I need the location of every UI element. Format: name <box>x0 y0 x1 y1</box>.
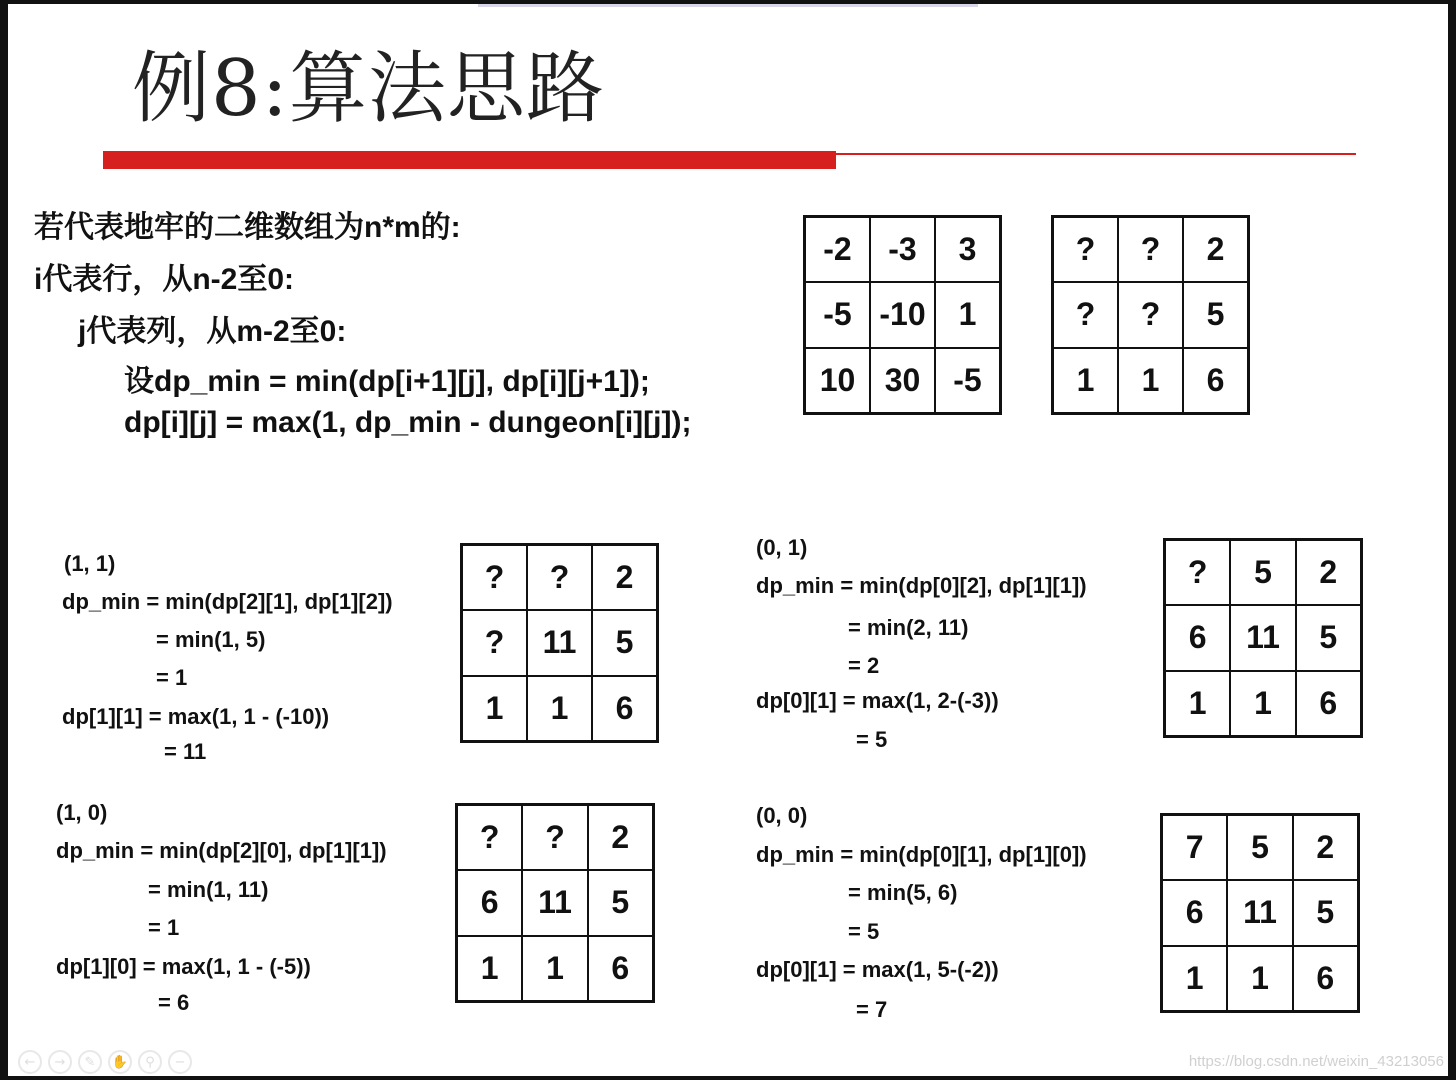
step-1-line-4: dp[1][1] = max(1, 1 - (-10)) <box>62 704 330 729</box>
grid-cell: ? <box>527 545 592 610</box>
grid-cell: 5 <box>1227 815 1292 880</box>
grid-cell: ? <box>1053 282 1118 347</box>
grid-cell: ? <box>522 805 587 870</box>
step-2-grid <box>1163 538 1363 738</box>
grid-cell: ? <box>462 545 527 610</box>
grid-cell: ? <box>1165 540 1230 605</box>
step-4-line-5: = 7 <box>856 997 888 1022</box>
grid-cell: ? <box>457 805 522 870</box>
step-4-line-4: dp[0][1] = max(1, 5-(-2)) <box>756 957 999 982</box>
pen-icon[interactable]: ✎ <box>78 1050 102 1074</box>
next-icon[interactable]: → <box>48 1050 72 1074</box>
grid-cell: 6 <box>592 676 657 741</box>
step-1-grid <box>460 543 659 743</box>
grid-cell: 6 <box>457 870 522 935</box>
grid-cell: -2 <box>805 217 870 282</box>
grid-cell: 2 <box>592 545 657 610</box>
step-4-grid <box>1160 813 1360 1013</box>
step-4-line-1: dp_min = min(dp[0][1], dp[1][0]) <box>756 842 1087 867</box>
intro-line-1: 若代表地牢的二维数组为n*m的: <box>34 211 461 244</box>
grid-cell: 6 <box>1183 348 1248 413</box>
grid-cell: -5 <box>805 282 870 347</box>
grid-cell: -5 <box>935 348 1000 413</box>
grid-cell: ? <box>1118 217 1183 282</box>
grid-cell: -3 <box>870 217 935 282</box>
grid-cell: 2 <box>588 805 653 870</box>
step-2-label: (0, 1) <box>756 535 808 560</box>
dungeon-grid <box>803 215 1002 415</box>
grid-cell: 1 <box>1227 946 1292 1011</box>
intro-line-4: 设dp_min = min(dp[i+1][j], dp[i][j+1]); <box>124 365 650 398</box>
zoom-icon[interactable]: ⚲ <box>138 1050 162 1074</box>
grid-cell: 7 <box>1162 815 1227 880</box>
grid-cell: 6 <box>588 936 653 1001</box>
step-2-line-2: = min(2, 11) <box>848 615 969 640</box>
slide-title: 例8:算法思路 <box>132 44 605 134</box>
step-4-line-3: = 5 <box>848 919 880 944</box>
grid-cell: 1 <box>1165 671 1230 736</box>
step-4-line-2: = min(5, 6) <box>848 880 958 905</box>
step-1-line-1: dp_min = min(dp[2][1], dp[1][2]) <box>62 589 393 614</box>
grid-cell: 1 <box>1118 348 1183 413</box>
grid-cell: 5 <box>592 610 657 675</box>
grid-cell: 1 <box>527 676 592 741</box>
grid-cell: 10 <box>805 348 870 413</box>
grid-cell: 2 <box>1293 815 1358 880</box>
step-2-line-3: = 2 <box>848 653 880 678</box>
grid-cell: 3 <box>935 217 1000 282</box>
grid-cell: 1 <box>935 282 1000 347</box>
step-2-line-5: = 5 <box>856 727 888 752</box>
intro-line-5: dp[i][j] = max(1, dp_min - dungeon[i][j]); <box>124 406 692 439</box>
grid-cell: 6 <box>1296 671 1361 736</box>
grid-cell: 6 <box>1293 946 1358 1011</box>
grid-cell: 5 <box>1183 282 1248 347</box>
grid-cell: 11 <box>527 610 592 675</box>
grid-cell: 5 <box>1230 540 1295 605</box>
title-rule-thin <box>836 153 1356 155</box>
step-1-line-2: = min(1, 5) <box>156 627 266 652</box>
grid-cell: 5 <box>588 870 653 935</box>
watermark-url: https://blog.csdn.net/weixin_43213056 <box>1188 1053 1444 1070</box>
step-2-line-1: dp_min = min(dp[0][2], dp[1][1]) <box>756 573 1087 598</box>
grid-cell: ? <box>462 610 527 675</box>
slideshow-toolbar <box>18 1050 192 1074</box>
title-rule-thick <box>103 151 836 169</box>
grid-cell: 6 <box>1162 880 1227 945</box>
grid-cell: 1 <box>1053 348 1118 413</box>
intro-line-3: j代表列，从m-2至0: <box>78 315 347 348</box>
intro-line-2: i代表行，从n-2至0: <box>34 263 295 296</box>
step-3-line-5: = 6 <box>158 990 190 1015</box>
grid-cell: 2 <box>1183 217 1248 282</box>
exit-icon[interactable]: − <box>168 1050 192 1074</box>
grid-cell: ? <box>1118 282 1183 347</box>
step-1-line-5: = 11 <box>164 739 207 764</box>
initial-dp-grid <box>1051 215 1250 415</box>
slide <box>8 4 1448 1076</box>
step-3-line-2: = min(1, 11) <box>148 877 269 902</box>
grid-cell: 1 <box>1162 946 1227 1011</box>
step-3-line-1: dp_min = min(dp[2][0], dp[1][1]) <box>56 838 387 863</box>
grid-cell: 2 <box>1296 540 1361 605</box>
step-1-line-3: = 1 <box>156 665 188 690</box>
grid-cell: 5 <box>1296 605 1361 670</box>
step-2-line-4: dp[0][1] = max(1, 2-(-3)) <box>756 688 999 713</box>
grid-cell: -10 <box>870 282 935 347</box>
grid-cell: 1 <box>522 936 587 1001</box>
step-4-label: (0, 0) <box>756 803 808 828</box>
grid-cell: ? <box>1053 217 1118 282</box>
grid-cell: 6 <box>1165 605 1230 670</box>
grid-cell: 30 <box>870 348 935 413</box>
grid-cell: 1 <box>457 936 522 1001</box>
hand-icon[interactable]: ✋ <box>108 1050 132 1074</box>
grid-cell: 11 <box>1230 605 1295 670</box>
step-3-line-4: dp[1][0] = max(1, 1 - (-5)) <box>56 954 311 979</box>
top-accent-bar <box>478 4 978 7</box>
grid-cell: 5 <box>1293 880 1358 945</box>
grid-cell: 1 <box>1230 671 1295 736</box>
step-3-label: (1, 0) <box>56 800 108 825</box>
step-3-line-3: = 1 <box>148 915 180 940</box>
grid-cell: 1 <box>462 676 527 741</box>
step-1-label: (1, 1) <box>64 551 116 576</box>
prev-icon[interactable]: ← <box>18 1050 42 1074</box>
grid-cell: 11 <box>522 870 587 935</box>
step-3-grid <box>455 803 655 1003</box>
grid-cell: 11 <box>1227 880 1292 945</box>
